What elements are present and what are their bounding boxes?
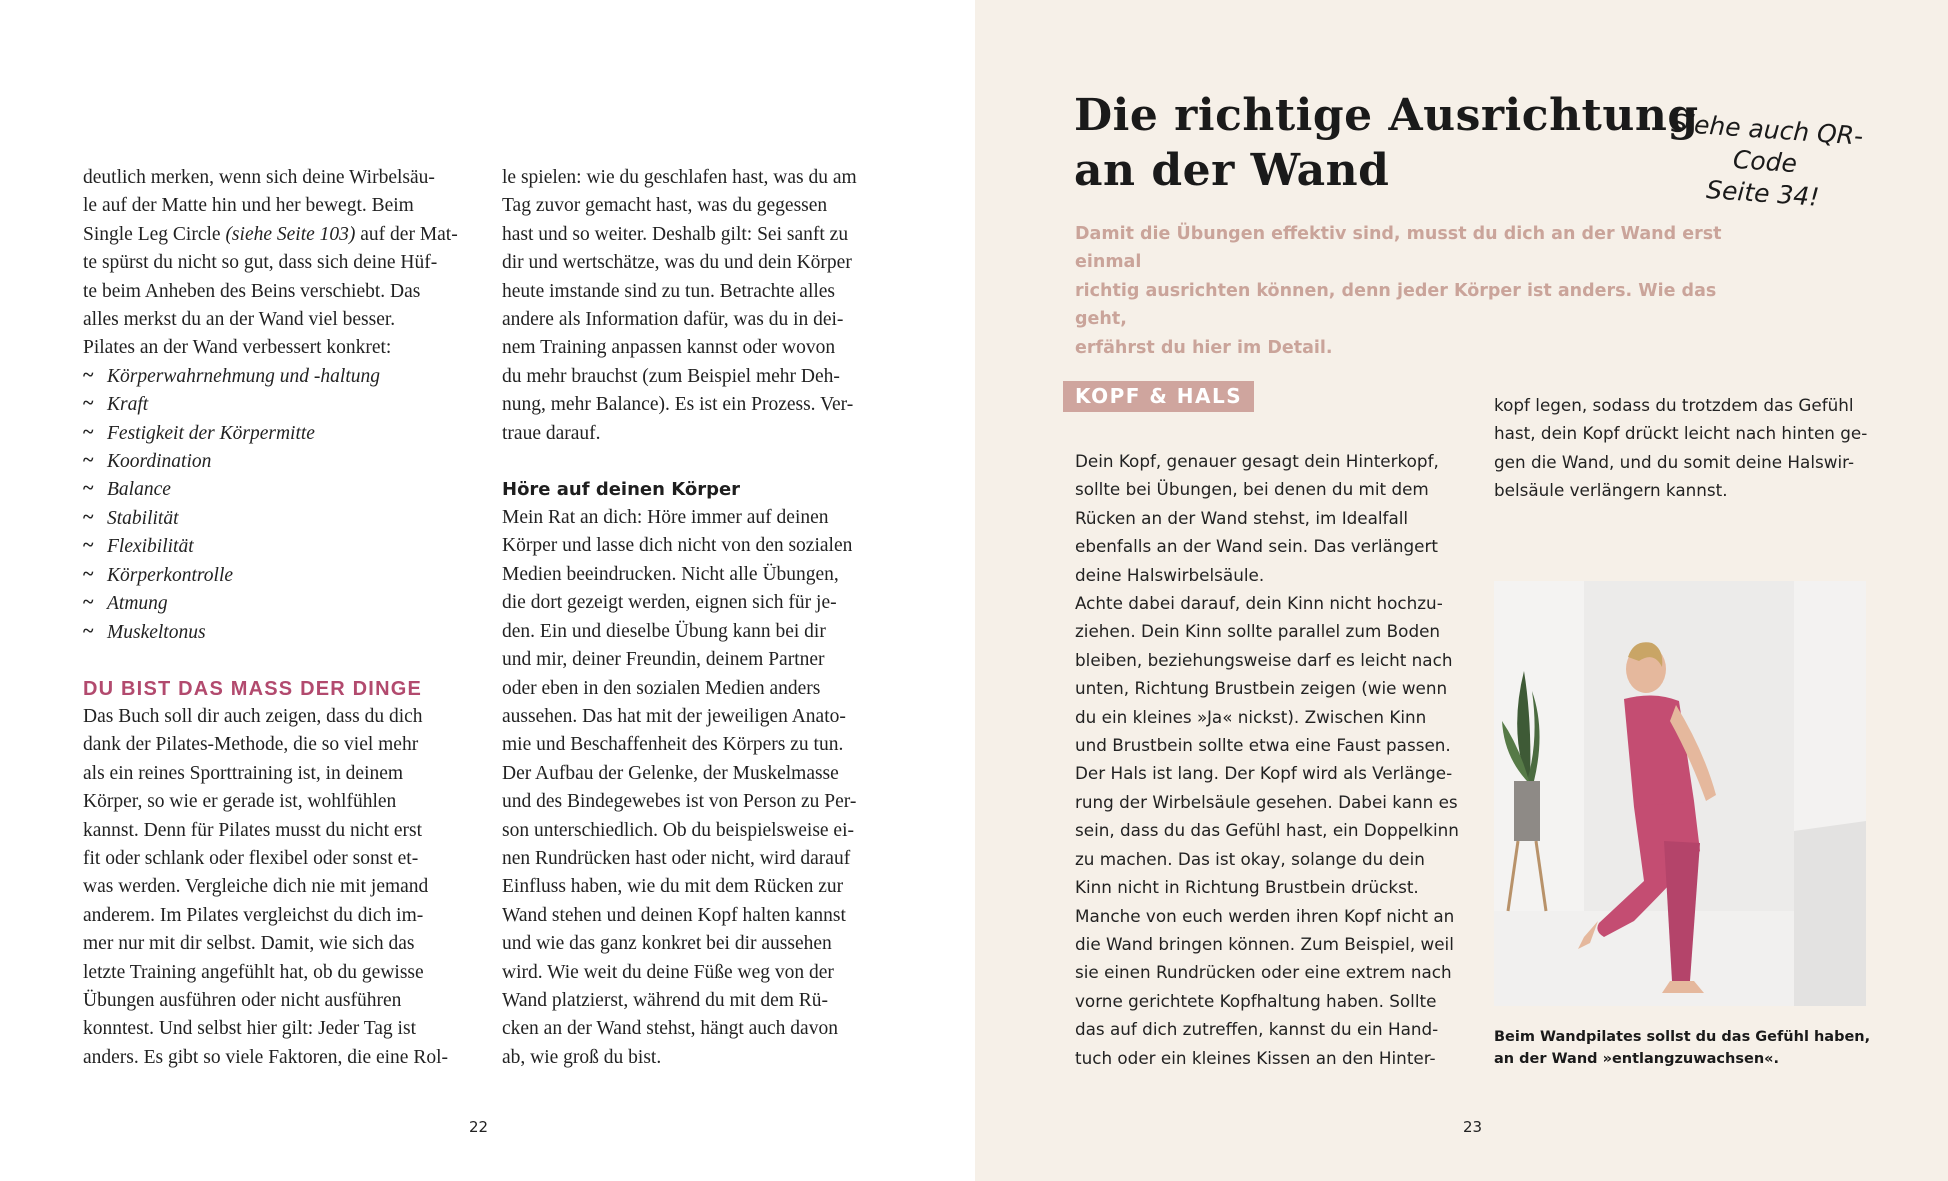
list-item: ~ Atmung [83,590,483,618]
list-item: ~ Stabilität [83,505,483,533]
page-number: 23 [1463,1118,1483,1136]
list-item: ~ Kraft [83,391,483,419]
paragraph: Das Buch soll dir auch zeigen, dass du dich dank der Pilates-Methode, die so viel mehr als ein reines Sporttraining ist, in deinem Körper, so wie er gerade ist, wohlfühlen kannst. Denn für Pilates musst du nicht erst fit oder schlank oder flexibel oder sonst et- was werden. Vergleiche dich nie mit jemand anderem. Im Pilates vergleichst du dich im- mer nur mit dir selbst. Damit, wie sich das letzte Training angefühlt hat, ob du gewisse Übungen ausführen oder nicht ausführen konntest. Und selbst hier gilt: Jeder Tag ist anders. Es gibt so viele Faktoren, die eine Rol- [83,705,448,1068]
photo-caption: Beim Wandpilates sollst du das Gefühl haben, an der Wand »entlangzuwachsen«. [1494,1029,1871,1067]
list-item: ~ Körperwahrnehmung und -haltung [83,363,483,391]
page-reference: (siehe Seite 103) [225,223,356,245]
list-item: ~ Muskeltonus [83,619,483,647]
paragraph: Mein Rat an dich: Höre immer auf deinen Körper und lasse dich nicht von den sozialen Medien beeindrucken. Nicht alle Übungen, die dort gezeigt werden, eignen sich für je- den. Ein und dieselbe Übung kann bei dir und mir, deiner Freundin, deinem Partner oder eben in den sozialen Medien anders aussehen. Das hat mit der jeweiligen Anato- mie und Beschaffenheit des Körpers zu tun. Der Aufbau der Gelenke, der Muskelmasse und des Bindegewebes ist von Person zu Per- son unterschiedlich. Ob du beispielsweise ei- nen Rundrücken hast oder nicht, wird darauf Einfluss haben, wie du mit dem Rücken zur Wand stehen und deinen Kopf halten kannst und wie das ganz konkret bei dir aussehen wird. Wie weit du deine Füße weg von der Wand platzierst, während du mit dem Rü- cken an der Wand stehst, hängt auch davon ab, wie groß du bist. [502,507,857,1068]
benefits-list [83,363,483,647]
list-item: ~ Festigkeit der Körpermitte [83,420,483,448]
page-number: 22 [469,1118,489,1136]
wall-pilates-photo [1494,581,1866,1006]
list-item: ~ Flexibilität [83,533,483,561]
intro-text: Damit die Übungen effektiv sind, musst du dich an der Wand erst einmal richtig ausrichten können, denn jeder Körper ist anders. Wie das geht, erfährst du hier im Detail. [1075,224,1722,358]
page-title: Die richtige Ausrichtung an der Wand [1074,90,1699,196]
list-item: ~ Körperkontrolle [83,562,483,590]
right-column-2: kopf legen, sodass du trotzdem das Gefühl hast, dein Kopf drückt leicht nach hinten ge- gen die Wand, und du somit deine Halswir- belsäule verlängern kannst. [1494,395,1868,501]
left-column-2 [502,164,912,1072]
photo-illustration [1494,581,1866,1006]
sub-heading: Höre auf deinen Körper [502,479,741,501]
handwritten-note: Siehe auch QR-Code Seite 34! [1670,108,1865,212]
list-item: ~ Balance [83,476,483,504]
right-column-1: Dein Kopf, genauer gesagt dein Hinterkopf, sollte bei Übungen, bei denen du mit dem Rücken an der Wand stehst, im Idealfall ebenfalls an der Wand sein. Das verlängert deine Halswirbelsäule. Achte dabei darauf, dein Kinn nicht hochzu- ziehen. Dein Kinn sollte parallel zum Boden bleiben, beziehungsweise darf es leicht nach unten, Richtung Brustbein zeigen (wie wenn du ein kleines »Ja« nickst). Zwischen Kinn und Brustbein sollte etwa eine Faust passen. Der Hals ist lang. Der Kopf wird als Verlänge- rung der Wirbelsäule gesehen. Dabei kann es sein, dass du das Gefühl hast, ein Doppelkinn zu machen. Das ist okay, solange du dein Kinn nicht in Richtung Brustbein drückst. Manche von euch werden ihren Kopf nicht an die Wand bringen können. Zum Beispiel, weil sie einen Rundrücken oder eine extrem nach vorne gerichtete Kopfhaltung haben. Sollte das auf dich zutreffen, kannst du ein Hand- tuch oder ein kleines Kissen an den Hinter- [1075,451,1459,1068]
section-heading: DU BIST DAS MASS DER DINGE [83,677,423,700]
left-column-1 [83,164,483,1072]
section-badge: KOPF & HALS [1063,381,1254,412]
paragraph: le spielen: wie du geschlafen hast, was du am Tag zuvor gemacht hast, was du gegessen hast und so weiter. Deshalb gilt: Sei sanft zu dir und wertschätze, was du und dein Körper heute imstande sind zu tun. Betrachte alles andere als Information dafür, was du in dei- nem Training anpassen kannst oder wovon du mehr brauchst (zum Beispiel mehr Deh- nung, mehr Balance). Es ist ein Prozess. Ver- traue darauf. [502,167,857,444]
paragraph: deutlich merken, wenn sich deine Wirbelsäu- le auf der Matte hin und her bewegt. Beim Single Leg Circle (siehe Seite 103) auf der Mat- te spürst du nicht so gut, dass sich deine Hüf- te beim Anheben des Beins verschiebt. Das alles merkst du an der Wand viel besser. Pilates an der Wand verbessert konkret: [83,167,458,359]
list-item: ~ Koordination [83,448,483,476]
